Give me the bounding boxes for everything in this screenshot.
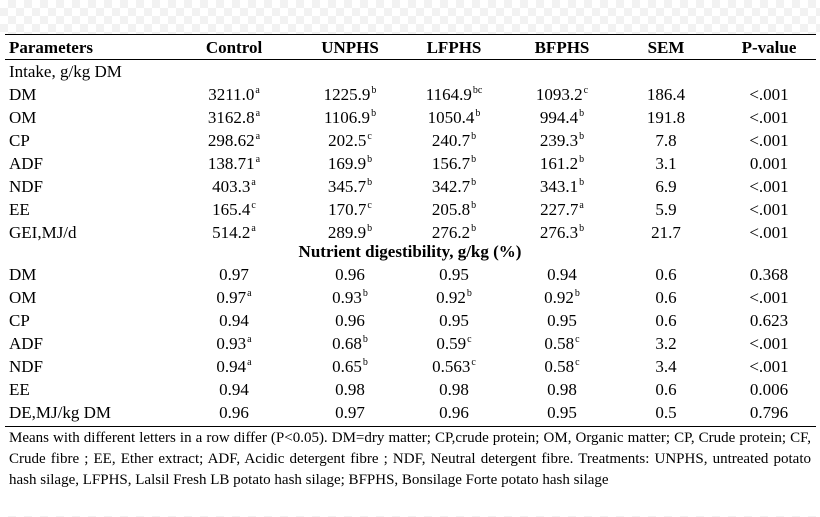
mean-value: 227.7: [540, 200, 579, 219]
sem-value: 6.9: [655, 177, 677, 196]
treatment-value: [522, 152, 602, 175]
row-parameter: OM: [9, 108, 37, 127]
mean-value: 0.97: [219, 265, 249, 284]
p-value: <.001: [749, 177, 789, 196]
treatment-value: [416, 175, 492, 198]
mean-value: 205.8: [431, 200, 471, 219]
mean-value: 3211.0: [208, 85, 255, 104]
treatment-value: [306, 332, 394, 355]
treatment-value: [306, 129, 394, 152]
mean-value: 1225.9: [323, 85, 371, 104]
row-parameter: EE: [9, 200, 30, 219]
row-parameter: NDF: [9, 177, 44, 196]
header-unphs: UNPHS: [321, 38, 379, 57]
significance-letter: b: [371, 108, 377, 119]
significance-letter: b: [579, 154, 585, 165]
mean-value: 0.98: [439, 380, 469, 399]
row-parameter: EE: [9, 380, 30, 399]
mean-value: 0.65: [332, 357, 362, 376]
treatment-value: [416, 152, 492, 175]
header-parameters: Parameters: [9, 38, 94, 57]
mean-value: 298.62: [207, 131, 255, 150]
significance-letter: b: [367, 154, 373, 165]
row-parameter: GEI,MJ/d: [9, 223, 77, 242]
significance-letter: b: [471, 200, 477, 211]
significance-letter: c: [251, 200, 256, 211]
treatment-value: [306, 378, 394, 401]
p-value: <.001: [749, 223, 789, 242]
treatment-value: [306, 286, 394, 309]
table-row: [0, 106, 820, 129]
p-value: <.001: [749, 334, 789, 353]
row-parameter: ADF: [9, 334, 44, 353]
treatment-value: [416, 263, 492, 286]
header-lfphs: LFPHS: [426, 38, 482, 57]
mean-value: 0.94: [219, 380, 249, 399]
mean-value: 0.98: [335, 380, 365, 399]
mean-value: 0.563: [432, 357, 471, 376]
treatment-value: [522, 198, 602, 221]
significance-letter: a: [247, 288, 252, 299]
mean-value: 138.71: [207, 154, 255, 173]
treatment-value: [196, 378, 272, 401]
table-row: [0, 378, 820, 401]
significance-letter: c: [367, 131, 372, 142]
treatment-value: [416, 401, 492, 424]
mean-value: 169.9: [327, 154, 367, 173]
mean-value: 0.94: [216, 357, 247, 376]
table-row: [0, 401, 820, 424]
significance-letter: a: [247, 357, 252, 368]
mean-value: 0.98: [547, 380, 577, 399]
mean-value: 239.3: [539, 131, 579, 150]
treatment-value: [196, 355, 272, 378]
p-value: 0.006: [749, 380, 789, 399]
mean-value: 0.96: [219, 403, 249, 422]
mean-value: 0.96: [335, 265, 365, 284]
mean-value: 0.96: [439, 403, 469, 422]
treatment-value: [416, 378, 492, 401]
section-intake-label: Intake, g/kg DM: [9, 62, 122, 81]
table-row: [0, 198, 820, 221]
significance-letter: b: [471, 223, 477, 234]
significance-letter: c: [583, 85, 589, 96]
treatment-value: [416, 355, 492, 378]
p-value: <.001: [749, 131, 789, 150]
mean-value: 0.58: [544, 357, 575, 376]
treatment-value: [196, 106, 272, 129]
sem-value: 21.7: [651, 223, 681, 242]
sem-value: 186.4: [646, 85, 686, 104]
table-row: [0, 175, 820, 198]
significance-letter: c: [471, 357, 476, 368]
mean-value: 1050.4: [427, 108, 475, 127]
significance-letter: b: [362, 334, 368, 345]
mean-value: 161.2: [539, 154, 579, 173]
significance-letter: b: [471, 177, 477, 188]
treatment-value: [306, 355, 394, 378]
p-value: 0.001: [749, 154, 789, 173]
significance-letter: a: [255, 108, 261, 119]
mean-value: 0.59: [436, 334, 467, 353]
significance-letter: bc: [472, 85, 483, 96]
sem-value: 5.9: [655, 200, 677, 219]
header-bfphs: BFPHS: [534, 38, 590, 57]
table-row: [0, 152, 820, 175]
significance-letter: a: [247, 334, 252, 345]
treatment-value: [196, 332, 272, 355]
treatment-value: [416, 309, 492, 332]
significance-letter: b: [579, 223, 585, 234]
table-row: [0, 309, 820, 332]
p-value: 0.796: [749, 403, 789, 422]
treatment-value: [196, 401, 272, 424]
row-parameter: DM: [9, 265, 37, 284]
p-value: <.001: [749, 357, 789, 376]
mean-value: 165.4: [212, 200, 251, 219]
header-rule: [5, 59, 816, 60]
treatment-value: [196, 152, 272, 175]
mean-value: 0.92: [544, 288, 574, 307]
mean-value: 0.95: [439, 311, 469, 330]
mean-value: 0.92: [436, 288, 466, 307]
row-parameter: DE,MJ/kg DM: [9, 403, 112, 422]
row-parameter: NDF: [9, 357, 44, 376]
mean-value: 345.7: [327, 177, 367, 196]
treatment-value: [416, 106, 492, 129]
mean-value: 170.7: [328, 200, 367, 219]
mean-value: 276.2: [431, 223, 471, 242]
significance-letter: b: [471, 131, 477, 142]
bottom-rule: [5, 426, 816, 427]
mean-value: 0.95: [547, 403, 577, 422]
treatment-value: [416, 83, 492, 106]
significance-letter: a: [255, 154, 261, 165]
p-value: <.001: [749, 288, 789, 307]
treatment-value: [306, 106, 394, 129]
sem-value: 3.2: [655, 334, 677, 353]
sem-value: 0.5: [655, 403, 677, 422]
table-row: [0, 263, 820, 286]
treatment-value: [306, 83, 394, 106]
p-value: 0.368: [749, 265, 789, 284]
treatment-value: [416, 129, 492, 152]
mean-value: 0.68: [332, 334, 362, 353]
row-parameter: DM: [9, 85, 37, 104]
row-parameter: OM: [9, 288, 37, 307]
significance-letter: b: [579, 177, 585, 188]
sem-value: 0.6: [655, 265, 677, 284]
mean-value: 240.7: [431, 131, 471, 150]
mean-value: 1164.9: [425, 85, 472, 104]
sem-value: 7.8: [655, 131, 677, 150]
treatment-value: [522, 129, 602, 152]
sem-value: 0.6: [655, 311, 677, 330]
mean-value: 0.95: [439, 265, 469, 284]
treatment-value: [196, 83, 272, 106]
p-value: 0.623: [749, 311, 789, 330]
mean-value: 1106.9: [323, 108, 371, 127]
table-header-row: [0, 36, 820, 59]
significance-letter: b: [371, 85, 377, 96]
significance-letter: a: [251, 177, 256, 188]
treatment-value: [196, 198, 272, 221]
significance-letter: b: [475, 108, 481, 119]
mean-value: 0.97: [335, 403, 365, 422]
treatment-value: [522, 309, 602, 332]
treatment-value: [522, 175, 602, 198]
significance-letter: a: [255, 85, 260, 96]
mean-value: 0.58: [544, 334, 575, 353]
significance-letter: a: [251, 223, 256, 234]
mean-value: 0.95: [547, 311, 577, 330]
significance-letter: c: [575, 334, 580, 345]
significance-letter: b: [362, 357, 368, 368]
treatment-value: [306, 198, 394, 221]
significance-letter: b: [367, 223, 373, 234]
significance-letter: c: [367, 200, 372, 211]
mean-value: 0.93: [332, 288, 362, 307]
treatment-value: [522, 286, 602, 309]
table-row: [0, 83, 820, 106]
treatment-value: [306, 263, 394, 286]
mean-value: 1093.2: [535, 85, 583, 104]
mean-value: 343.1: [539, 177, 579, 196]
sem-value: 0.6: [655, 380, 677, 399]
table-row: [0, 129, 820, 152]
treatment-value: [416, 286, 492, 309]
treatment-value: [416, 198, 492, 221]
sem-value: 3.1: [655, 154, 677, 173]
table-row: [0, 286, 820, 309]
treatment-value: [196, 129, 272, 152]
treatment-value: [196, 286, 272, 309]
treatment-value: [306, 175, 394, 198]
significance-letter: b: [466, 288, 472, 299]
treatment-value: [196, 263, 272, 286]
mean-value: 0.93: [216, 334, 247, 353]
treatment-value: [196, 175, 272, 198]
mean-value: 514.2: [212, 223, 251, 242]
mean-value: 0.94: [547, 265, 577, 284]
sem-value: 0.6: [655, 288, 677, 307]
mean-value: 3162.8: [207, 108, 255, 127]
treatment-value: [306, 401, 394, 424]
treatment-value: [522, 355, 602, 378]
sem-value: 191.8: [646, 108, 686, 127]
treatment-value: [306, 309, 394, 332]
row-parameter: CP: [9, 131, 30, 150]
significance-letter: b: [574, 288, 580, 299]
significance-letter: c: [467, 334, 472, 345]
significance-letter: a: [255, 131, 261, 142]
mean-value: 0.97: [216, 288, 247, 307]
mean-value: 276.3: [539, 223, 579, 242]
significance-letter: c: [575, 357, 580, 368]
treatment-value: [522, 378, 602, 401]
treatment-value: [522, 263, 602, 286]
mean-value: 342.7: [431, 177, 471, 196]
row-parameter: ADF: [9, 154, 44, 173]
sem-value: 3.4: [655, 357, 677, 376]
treatment-value: [522, 83, 602, 106]
significance-letter: b: [367, 177, 373, 188]
treatment-value: [306, 152, 394, 175]
header-sem: SEM: [647, 38, 685, 57]
table-row: [0, 355, 820, 378]
top-rule: [5, 34, 816, 35]
p-value: <.001: [749, 108, 789, 127]
significance-letter: b: [579, 131, 585, 142]
significance-letter: b: [362, 288, 368, 299]
mean-value: 994.4: [539, 108, 579, 127]
significance-letter: b: [579, 108, 585, 119]
section-digestibility-label: Nutrient digestibility, g/kg (%): [298, 242, 522, 261]
significance-letter: b: [471, 154, 477, 165]
mean-value: 0.96: [335, 311, 365, 330]
treatment-value: [416, 332, 492, 355]
table-footnote: Means with different letters in a row differ (P<0.05). DM=dry matter; CP,crude protein; OM, Organic matter; CP, Crude protein; CF, Crude fibre ; EE, Ether extract; ADF, Acidic detergent fibre ; NDF, Neutral detergent fibre. Treatments: UNPHS, untreated potato hash silage, LFPHS, Lalsil Fresh LB potato hash silage; BFPHS, Bonsilage Forte potato hash silage: [9, 430, 811, 488]
header-control: Control: [205, 38, 263, 57]
treatment-value: [522, 332, 602, 355]
p-value: <.001: [749, 200, 789, 219]
mean-value: 202.5: [328, 131, 367, 150]
p-value: <.001: [749, 85, 789, 104]
mean-value: 289.9: [327, 223, 367, 242]
row-parameter: CP: [9, 311, 30, 330]
treatment-value: [522, 401, 602, 424]
treatment-value: [522, 106, 602, 129]
mean-value: 156.7: [431, 154, 471, 173]
significance-letter: a: [579, 200, 584, 211]
table-row: [0, 332, 820, 355]
mean-value: 403.3: [212, 177, 251, 196]
treatment-value: [196, 309, 272, 332]
header-p-value: P-value: [741, 38, 797, 57]
mean-value: 0.94: [219, 311, 249, 330]
